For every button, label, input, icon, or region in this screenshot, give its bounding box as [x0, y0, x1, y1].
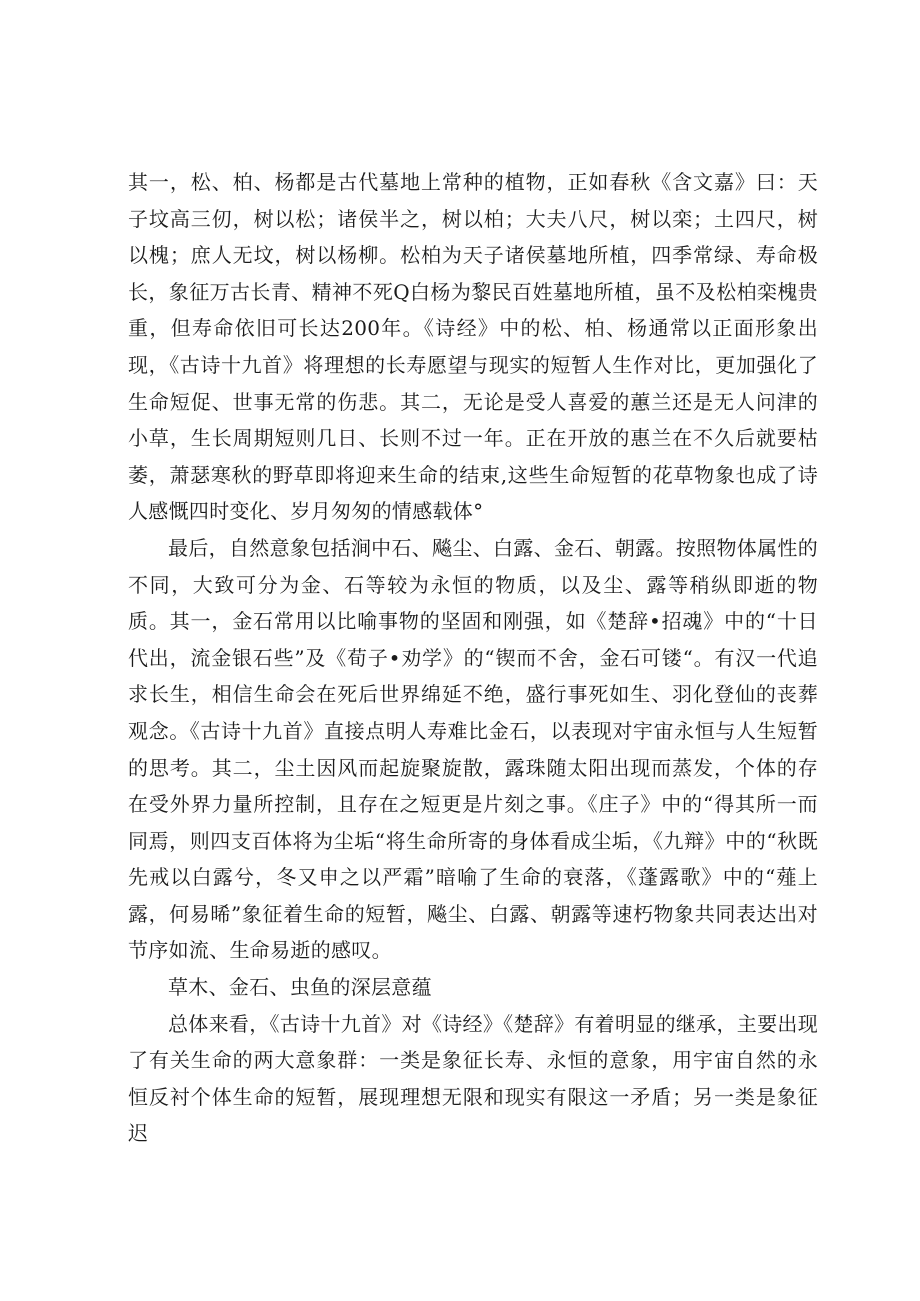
paragraph-pine-cypress-poplar: 其一，松、柏、杨都是古代墓地上常种的植物，正如春秋《含文嘉》曰：天子坟高三仞，树以松；诸侯半之，树以柏；大夫八尺，树以栾；土四尺，树以槐；庶人无坟，树以杨柳。松柏为天子诸侯墓地所植，四季常绿、寿命极长，象征万古长青、精神不死Q白杨为黎民百姓墓地所植，虽不及松柏栾槐贵重，但寿命依旧可长达200年。《诗经》中的松、柏、杨通常以正面形象出现，《古诗十九首》将理想的长寿愿望与现实的短暂人生作对比，更加强化了生命短促、世事无常的伤悲。其二，无论是受人喜爱的蕙兰还是无人问津的小草，生长周期短则几日、长则不过一年。正在开放的惠兰在不久后就要枯萎，萧瑟寒秋的野草即将迎来生命的结束,这些生命短暂的花草物象也成了诗人感慨四时变化、岁月匆匆的情感载体° — [128, 170, 818, 524]
paragraph-overall-view: 总体来看，《古诗十九首》对《诗经》《楚辞》有着明显的继承，主要出现了有关生命的两大意象群：一类是象征长寿、永恒的意象，用宇宙自然的永恒反衬个体生命的短暂，展现理想无限和现实有限这一矛盾；另一类是象征迟 — [128, 1011, 818, 1146]
section-heading: 草木、金石、虫鱼的深层意蕴 — [168, 975, 432, 1000]
document-body — [128, 164, 818, 1152]
paragraph-natural-imagery: 最后，自然意象包括涧中石、飚尘、白露、金石、朝露。按照物体属性的不同，大致可分为金、石等较为永恒的物质，以及尘、露等稍纵即逝的物质。其一，金石常用以比喻事物的坚固和刚强，如《楚辞•招魂》中的“十日代出，流金银石些”及《荀子•劝学》的“锲而不舍，金石可镂“。有汉一代追求长生，相信生命会在死后世界绵延不绝，盛行事死如生、羽化登仙的丧葬观念。《古诗十九首》直接点明人寿难比金石，以表现对宇宙永恒与人生短暂的思考。其二，尘土因风而起旋聚旋散，露珠随太阳出现而蒸发，个体的存在受外界力量所控制，且存在之短更是片刻之事。《庄子》中的“得其所一而同焉，则四支百体将为尘垢“将生命所寄的身体看成尘垢，《九辩》中的“秋既先戒以白露兮，冬又申之以严霜”暗喻了生命的衰落，《蓬露歌》中的“薤上露，何易晞”象征着生命的短暂，飚尘、白露、朝露等速朽物象共同表达出对节序如流、生命易逝的感叹。 — [128, 535, 818, 963]
